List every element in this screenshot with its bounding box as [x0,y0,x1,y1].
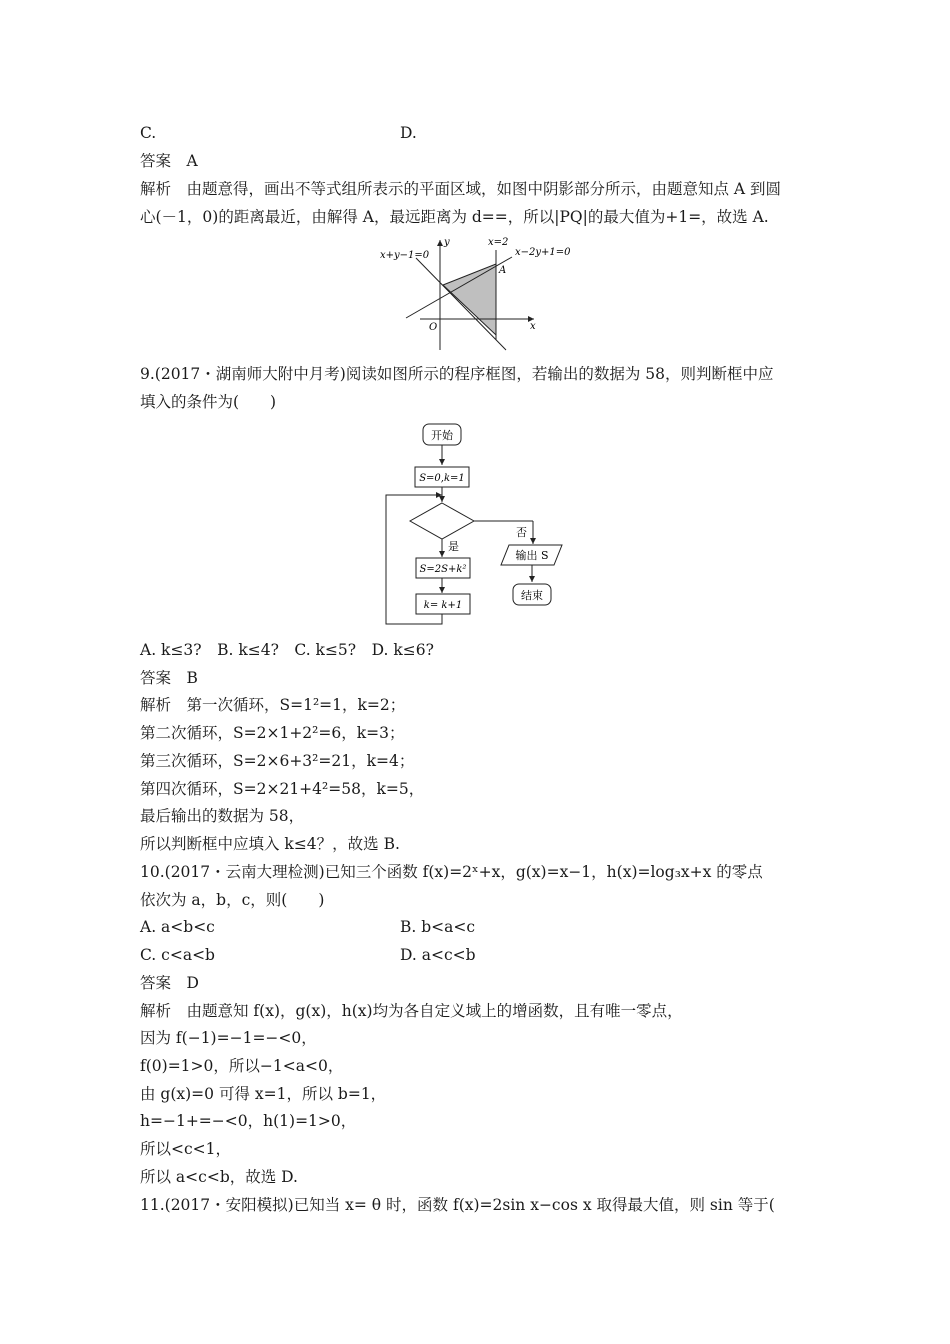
q9-options: A. k≤3? B. k≤4? C. k≤5? D. k≤6? [140,641,434,659]
analysis-prev-line-2: 心(－1，0)的距离最近，由解得 A，最远距离为 d==，所以|PQ|的最大值为+1=，故选 A. [140,208,769,226]
q9-answer: 答案 B [140,669,198,687]
q9-analysis-line-6: 所以判断框中应填入 k≤4？，故选 B. [140,835,400,853]
flowchart [376,420,576,630]
analysis-prev-line-1: 解析 由题意得，画出不等式组所表示的平面区域，如图中阴影部分所示，由题意知点 A 到圆 [140,180,782,198]
init-label: S=0,k=1 [419,473,465,484]
q11-stem-line-1: 11.(2017・安阳模拟)已知当 x= θ 时，函数 f(x)=2sin x−cos x 取得最大值，则 sin 等于( [140,1196,775,1214]
q9-analysis-line-1: 解析 第一次循环，S=1²=1，k=2； [140,696,406,714]
q10-stem-line-2: 依次为 a，b，c，则( ) [140,891,325,909]
shaded-region [443,264,496,335]
label-line-1: x+y−1=0 [380,250,430,261]
q9-analysis-line-2: 第二次循环，S=2×1+2²=6，k=3； [140,724,405,742]
q10-option-c: C. c<a<b [140,946,215,964]
option-d: D. [400,124,417,142]
update-s-label: S=2S+k² [419,564,467,575]
decision-diamond [410,503,474,539]
q10-analysis-line-5: h=−1+=−<0，h(1)=1>0， [140,1112,357,1130]
q9-stem-line-1: 9.(2017・湖南师大附中月考)阅读如图所示的程序框图，若输出的数据为 58，则判断框中应 [140,365,774,383]
q10-analysis-line-1: 解析 由题意知 f(x)，g(x)，h(x)均为各自定义域上的增函数，且有唯一零点， [140,1002,683,1020]
q9-analysis-line-4: 第四次循环，S=2×21+4²=58，k=5， [140,780,425,798]
q10-option-d: D. a<c<b [400,946,476,964]
q9-analysis-line-5: 最后输出的数据为 58， [140,807,305,825]
q10-analysis-line-7: 所以 a<c<b，故选 D. [140,1168,298,1186]
q10-answer: 答案 D [140,974,199,992]
q9-analysis-line-3: 第三次循环，S=2×6+3²=21，k=4； [140,752,415,770]
q9-stem-line-2: 填入的条件为( ) [140,393,277,411]
no-label: 否 [516,526,527,539]
q10-option-b: B. b<a<c [400,918,476,936]
q10-analysis-line-3: f(0)=1>0，所以−1<a<0， [140,1057,344,1075]
region-figure [376,232,576,354]
label-x: x [530,321,536,332]
q10-analysis-line-2: 因为 f(−1)=−1=−<0， [140,1029,317,1047]
yes-label: 是 [448,540,459,553]
option-c: C. [140,124,157,142]
label-point-a: A [499,265,507,276]
end-label: 结束 [521,589,543,602]
label-line-3: x−2y+1=0 [515,247,571,258]
label-line-2: x=2 [488,237,509,248]
q10-analysis-line-4: 由 g(x)=0 可得 x=1，所以 b=1， [140,1085,387,1103]
q10-stem-line-1: 10.(2017・云南大理检测)已知三个函数 f(x)=2ˣ+x，g(x)=x−1，h(x)=log₃x+x 的零点 [140,863,763,881]
q10-option-a: A. a<b<c [140,918,215,936]
update-k-label: k= k+1 [423,600,463,611]
q10-analysis-line-6: 所以<c<1， [140,1140,232,1158]
label-y: y [444,237,450,248]
label-origin: O [429,322,438,333]
output-label: 输出 S [515,549,549,562]
answer-prev: 答案 A [140,152,198,170]
start-label: 开始 [431,429,453,442]
